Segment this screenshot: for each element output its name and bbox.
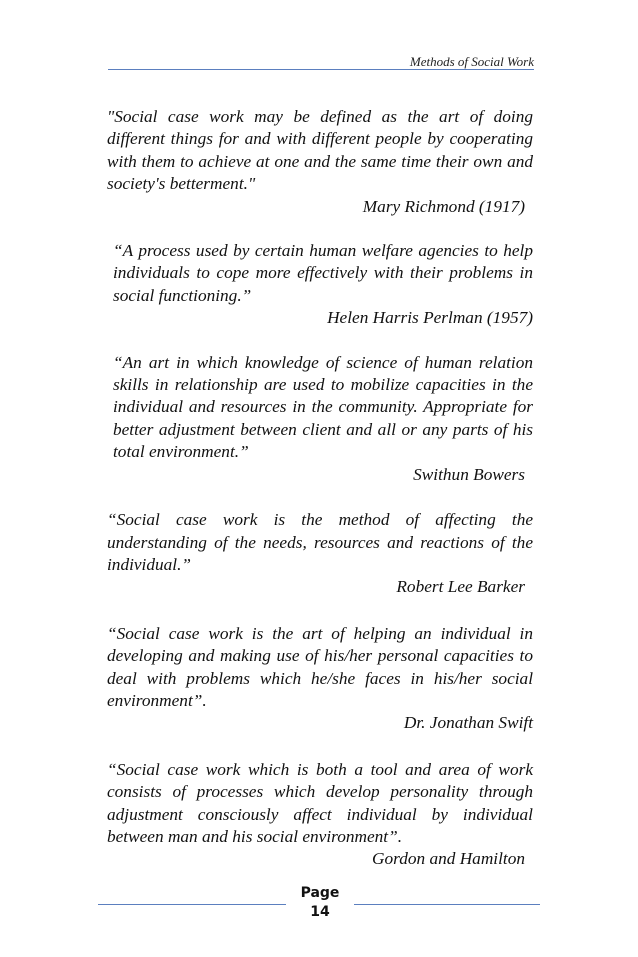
quote-block-barker: [107, 509, 533, 599]
quote-block-bowers: [107, 352, 533, 486]
quote-block-swift: [107, 623, 533, 735]
quote-author: Gordon and Hamilton: [372, 849, 525, 869]
quote-author: Swithun Bowers: [413, 464, 525, 484]
page-number-label: [290, 884, 350, 922]
page-header: [108, 50, 534, 70]
quote-text: “Social case work is the art of helping an individual in developing and making use of his/her personal capacities to deal with problems which he/she faces in his/her social environment”.: [107, 623, 533, 710]
quote-block-perlman: [107, 240, 533, 330]
quote-author: Helen Harris Perlman (1957): [327, 308, 533, 328]
quote-text: “An art in which knowledge of science of human relation skills in relationship are used to mobilize capacities in the individual and resources in the community. Appropriate for better adjustment between client and all or any parts of his total environment.”: [113, 352, 533, 462]
quote-author: Dr. Jonathan Swift: [403, 713, 533, 733]
quote-text: "Social case work may be defined as the art of doing different things for and with different people by cooperating with them to achieve at one and the same time their own and society's betterment.": [107, 107, 533, 194]
quote-author: Mary Richmond (1917): [362, 196, 525, 216]
quote-text: “Social case work is the method of affecting the understanding of the needs, resources and reactions of the individual.”: [107, 510, 533, 574]
quote-text: “Social case work which is both a tool and area of work consists of processes which develop personality through adjustment consciously affect individual by individual between man and his social environment”.: [107, 759, 533, 846]
quote-author: Robert Lee Barker: [396, 577, 525, 597]
page-word: Page: [300, 885, 340, 901]
footer-rule-right: [354, 904, 540, 905]
quote-block-richmond: [107, 106, 533, 218]
page-number: 14: [310, 904, 330, 920]
quote-block-gordon-hamilton: [107, 759, 533, 871]
definitions-content: [107, 106, 533, 871]
footer-rule-left: [98, 904, 286, 905]
header-rule: [108, 69, 534, 70]
quote-text: “A process used by certain human welfare agencies to help individuals to cope more effectively with their problems in social functioning.”: [113, 241, 533, 305]
running-header-title: Methods of Social Work: [409, 54, 534, 69]
